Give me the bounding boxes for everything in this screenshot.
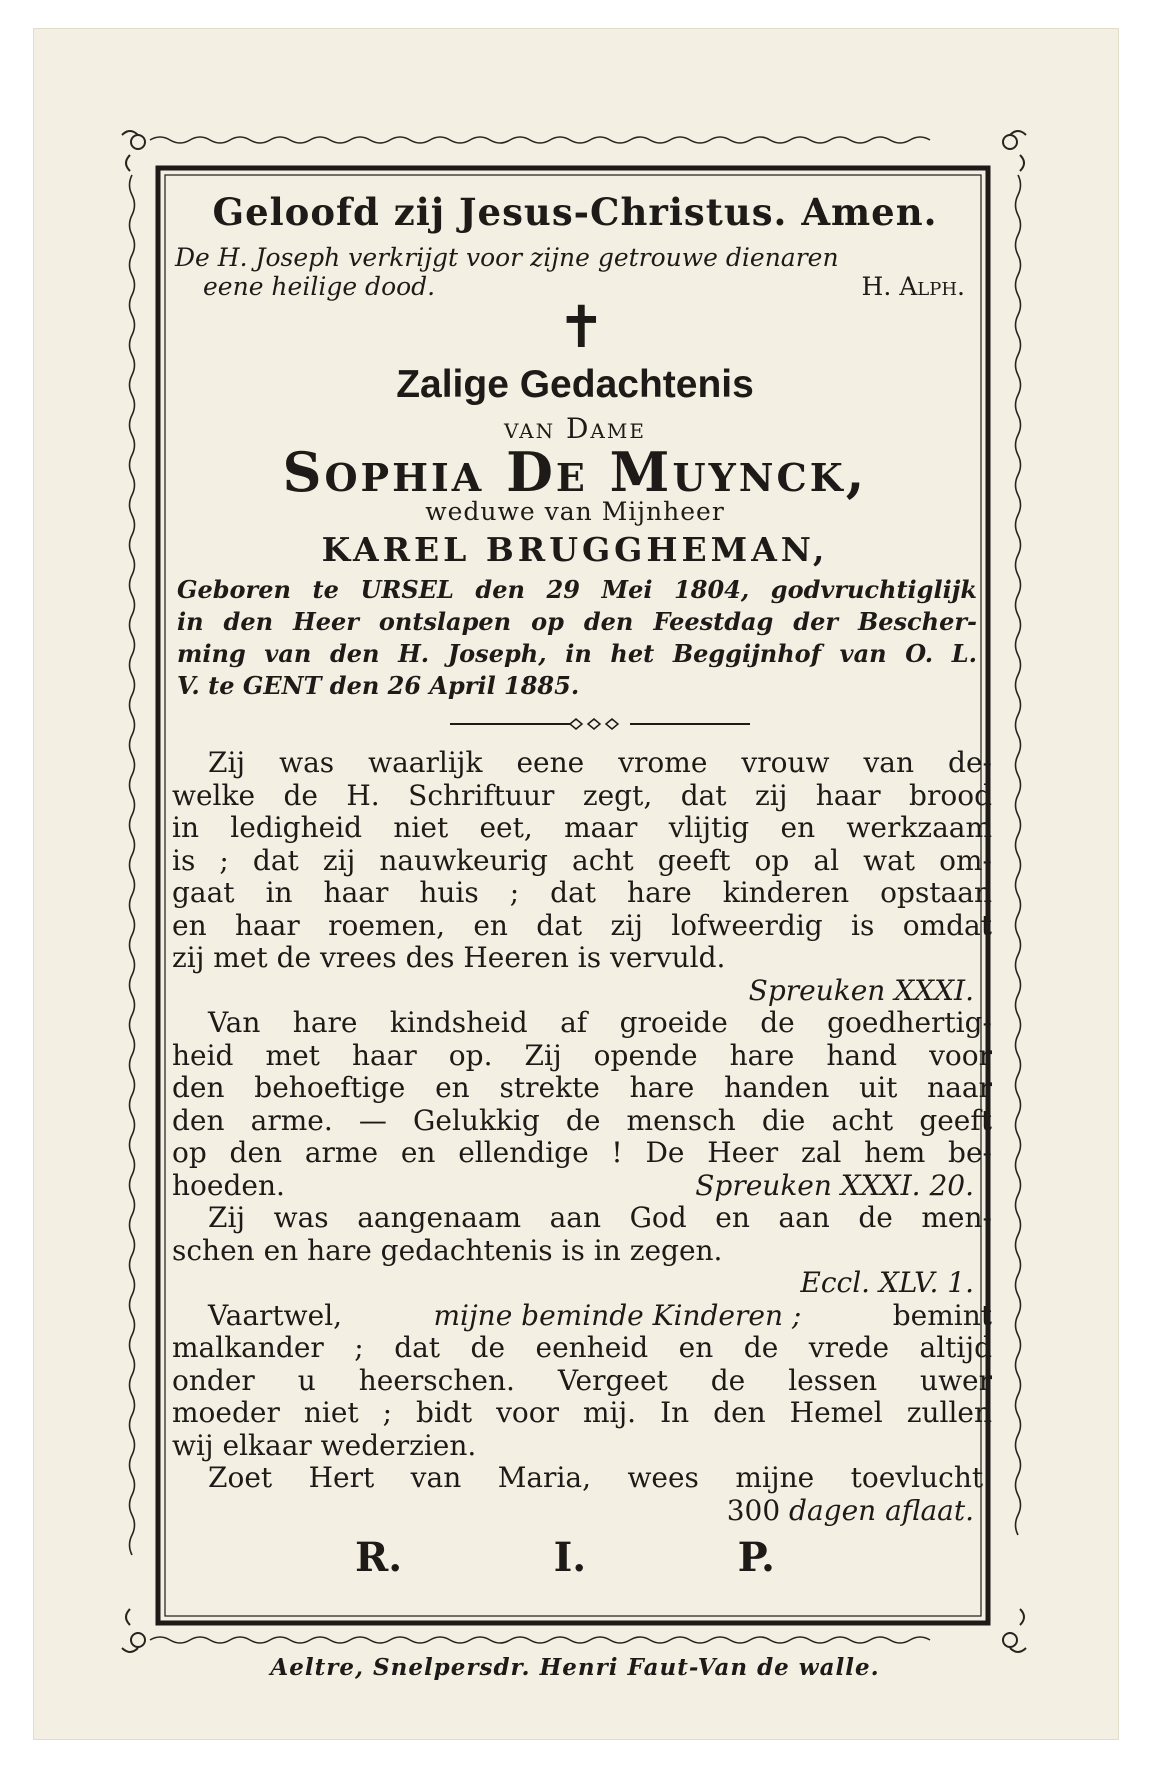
outer-ornament-left	[130, 175, 135, 1555]
rip-p: P.	[737, 1534, 775, 1581]
body4-bemint: bemint	[892, 1298, 992, 1332]
body3-line-1: Zij was aangenaam aan God en aan de men-	[208, 1201, 992, 1234]
born-line-4: V. te GENT den 26 April 1885.	[177, 671, 580, 700]
widow-label: weduwe van Mijnheer	[425, 497, 725, 526]
birth-death-details	[177, 574, 977, 702]
reference-3: Eccl. XLV. 1.	[800, 1266, 974, 1299]
body4-farewell: Vaartwel,	[208, 1298, 343, 1332]
body-line-3: in ledigheid niet eet, maar vlijtig en werkzaam	[172, 811, 992, 844]
body-line-7: zij met de vrees des Heeren is vervuld.	[172, 941, 726, 974]
quote-line-2-text: eene heilige dood.	[203, 272, 436, 301]
born-line-2: in den Heer ontslapen op den Feestdag der Bescher-	[177, 607, 977, 636]
rip-i: I.	[553, 1534, 587, 1581]
body4-line-2: malkander ; dat de eenheid en de vrede altijd	[172, 1331, 992, 1364]
born-line-3: ming van den H. Joseph, in het Beggijnhof van O. L.	[177, 639, 977, 668]
header-blessing: Geloofd zij Jesus-Christus. Amen.	[212, 190, 938, 234]
indulgence-text: dagen aflaat.	[789, 1493, 974, 1527]
corner-flourish-top-left	[122, 131, 145, 171]
body4-line-4: moeder niet ; bidt voor mij. In den Hemel zullen	[172, 1396, 992, 1429]
body2-line-3: den behoeftige en strekte hare handen uit naar	[172, 1071, 992, 1104]
body-line-1: Zij was waarlijk eene vrome vrouw van de-	[208, 746, 992, 779]
reference-2: Spreuken XXXI. 20.	[695, 1168, 974, 1202]
prayer-line: Zoet Hert van Maria, wees mijne toevlucht.	[208, 1461, 992, 1494]
husband-name: KAREL BRUGGHEMAN,	[321, 530, 829, 569]
outer-ornament-bottom	[150, 1637, 930, 1643]
body2-last-word: hoeden.	[172, 1168, 285, 1202]
body4-line-3: onder u heerschen. Vergeet de lessen uwer	[172, 1363, 992, 1397]
indulgence-number: 300	[726, 1493, 781, 1527]
corner-flourish-bottom-right	[1003, 1609, 1026, 1652]
body2-line-4: den arme. — Gelukkig de mensch die acht geeft	[172, 1103, 992, 1137]
body-line-5: gaat in haar huis ; dat hare kinderen opstaan	[172, 876, 992, 909]
body4-line-1	[172, 1300, 992, 1333]
cross-icon: ✝	[557, 293, 606, 361]
corner-flourish-bottom-left	[122, 1609, 145, 1652]
memorial-title: Zalige Gedachtenis	[396, 363, 754, 406]
body4-line-5: wij elkaar wederzien.	[172, 1428, 477, 1462]
reference-1: Spreuken XXXI.	[748, 973, 974, 1007]
body2-line-2: heid met haar op. Zij opende hare hand voor	[172, 1038, 992, 1072]
body-line-2: welke de H. Schriftuur zegt, dat zij haar brood	[172, 778, 992, 812]
indulgence-line	[172, 1495, 992, 1528]
body2-line-1: Van hare kindsheid af groeide de goedhertig-	[208, 1006, 992, 1039]
outer-ornament-right	[1016, 175, 1021, 1535]
body4-children: mijne beminde Kinderen ;	[433, 1298, 802, 1332]
rip-r: R.	[355, 1534, 403, 1581]
body3-line-2: schen en hare gedachtenis is in zegen.	[172, 1233, 723, 1267]
body-line-6: en haar roemen, en dat zij lofweerdig is omdat	[172, 908, 992, 942]
body2-line-6	[172, 1170, 992, 1203]
born-line-1: Geboren te URSEL den 29 Mei 1804, godvruchtiglijk	[177, 575, 977, 604]
corner-flourish-top-right	[1003, 131, 1026, 171]
body-text	[172, 747, 992, 1527]
quote-line-1: De H. Joseph verkrijgt voor zijne getrouwe dienaren	[175, 243, 839, 272]
body-line-4: is ; dat zij nauwkeurig acht geeft op al wat om-	[172, 843, 992, 877]
printer-imprint: Aeltre, Snelpersdr. Henri Faut-Van de walle.	[270, 1654, 880, 1681]
rip-initials	[355, 1534, 775, 1581]
body2-line-5: op den arme en ellendige ! De Heer zal hem be-	[172, 1136, 992, 1169]
outer-ornament-top	[150, 137, 930, 143]
van-dame-label: van Dame	[504, 412, 646, 445]
deceased-name: Sophia De Muynck,	[282, 440, 868, 504]
quote-attribution: H. Alph.	[861, 272, 965, 301]
separator-ornament	[450, 717, 750, 731]
